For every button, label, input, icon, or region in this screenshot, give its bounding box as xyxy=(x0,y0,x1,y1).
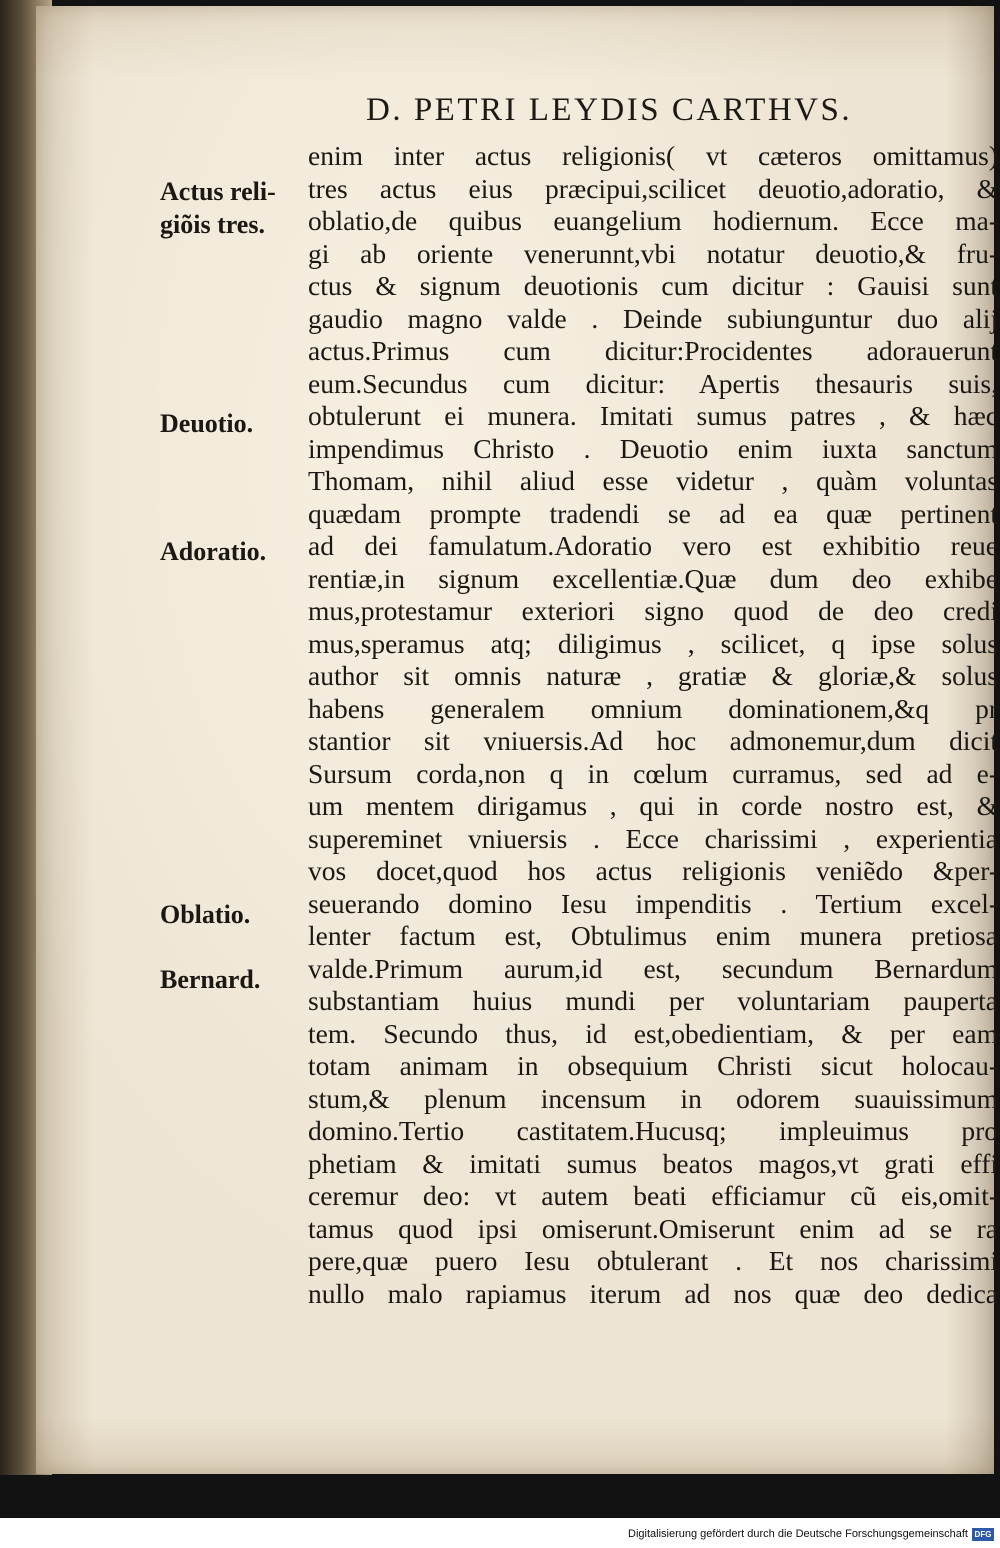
text-line: impendimus Christo . Deuotio enim iuxta sanctum xyxy=(308,432,998,464)
text-line: obtulerunt ei munera. Imitati sumus patres , & hæc xyxy=(308,400,998,431)
text-line: ctus & signum deuotionis cum dicitur : Gauisi sunt xyxy=(308,270,998,301)
margin-note-line: Actus reli- xyxy=(160,177,276,206)
text-line: vos docet,quod hos actus religionis veniẽdo &per- xyxy=(308,855,998,886)
text-line: Sursum corda,non q in cœlum curramus, sed ad e- xyxy=(308,757,998,789)
text-line: lenter factum est, Obtulimus enim munera pretiosa xyxy=(308,920,998,951)
margin-note-adoratio: Adoratio. xyxy=(160,537,267,566)
book-page xyxy=(36,6,998,1474)
text-line: rentiæ,in signum excellentiæ.Quæ dum deo exhibe xyxy=(308,562,998,594)
text-line: supereminet vniuersis . Ecce charissimi , experientia xyxy=(308,822,998,854)
text-line: tres actus eius præcipui,scilicet deuotio,adoratio, & xyxy=(308,172,998,204)
text-line: actus.Primus cum dicitur:Procidentes adorauerunt xyxy=(308,335,998,366)
text-line: Thomam, nihil aliud esse videtur , quàm voluntas xyxy=(308,465,998,496)
text-line: domino.Tertio castitatem.Hucusq; impleuimus pro xyxy=(308,1115,998,1146)
margin-note-oblatio: Oblatio. xyxy=(160,900,251,929)
text-line: gaudio magno valde . Deinde subiunguntur duo alij xyxy=(308,302,998,334)
text-line: tamus quod ipsi omiserunt.Omiserunt enim ad se ra xyxy=(308,1212,998,1244)
text-line: mus,protestamur exteriori signo quod de deo credi xyxy=(308,595,998,626)
text-line: substantiam huius mundi per voluntariam pauperta xyxy=(308,985,998,1016)
text-line: eum.Secundus cum dicitur: Apertis thesauris suis, xyxy=(308,367,998,399)
text-line: mus,speramus atq; diligimus , scilicet, q ipse solus xyxy=(308,627,998,659)
text-line: stantior sit vniuersis.Ad hoc admonemur,dum dicit xyxy=(308,725,998,756)
footer-bar xyxy=(0,1518,1000,1548)
text-line: ad dei famulatum.Adoratio vero est exhibitio reue xyxy=(308,530,998,561)
text-line: um mentem dirigamus , qui in corde nostro est, & xyxy=(308,790,998,821)
text-line: stum,& plenum incensum in odorem suauissimum xyxy=(308,1082,998,1114)
text-line: seuerando domino Iesu impenditis . Tertium excel- xyxy=(308,887,998,919)
running-title: D. PETRI LEYDIS CARTHVS. xyxy=(366,92,853,128)
text-line: nullo malo rapiamus iterum ad nos quæ deo dedica xyxy=(308,1277,998,1309)
text-line: totam animam in obsequium Christi sicut holocau- xyxy=(308,1050,998,1081)
text-line: gi ab oriente venerunnt,vbi notatur deuotio,& fru- xyxy=(308,237,998,269)
text-line: tem. Secundo thus, id est,obedientiam, & per eam xyxy=(308,1017,998,1049)
margin-note-deuotio: Deuotio. xyxy=(160,409,254,438)
text-line: ceremur deo: vt autem beati efficiamur cũ eis,omit- xyxy=(308,1180,998,1211)
text-line: enim inter actus religionis( vt cæteros omittamus) xyxy=(308,140,998,171)
dfg-logo-icon: DFG xyxy=(972,1528,994,1541)
text-line: valde.Primum aurum,id est, secundum Bernardum xyxy=(308,952,998,984)
text-line: habens generalem omnium dominationem,&q pr xyxy=(308,692,998,724)
text-line: oblatio,de quibus euangelium hodiernum. Ecce ma- xyxy=(308,205,998,236)
footer-credit: Digitalisierung gefördert durch die Deutsche Forschungsgemeinschaft xyxy=(628,1528,968,1540)
margin-note-line: giõis tres. xyxy=(160,209,265,239)
text-line: quædam prompte tradendi se ad ea quæ pertinent xyxy=(308,497,998,529)
text-line: author sit omnis naturæ , gratiæ & gloriæ,& solus xyxy=(308,660,998,691)
margin-note-actus xyxy=(160,176,276,241)
text-line: pere,quæ puero Iesu obtulerant . Et nos charissimi xyxy=(308,1245,998,1276)
text-line: phetiam & imitati sumus beatos magos,vt grati effi xyxy=(308,1147,998,1179)
body-text xyxy=(308,140,998,1310)
margin-note-bernard: Bernard. xyxy=(160,965,261,994)
